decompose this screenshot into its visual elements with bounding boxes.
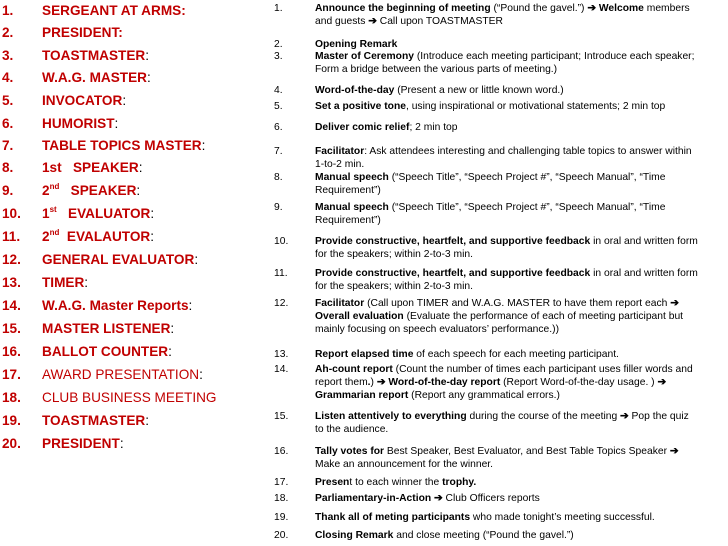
role-name: TIMER:: [42, 275, 89, 290]
duty-line: Requirement”): [315, 215, 381, 226]
duty-line: report them.) ➔ Word-of-the-day report (Report Word-of-the-day usage. ) ➔: [315, 377, 667, 388]
duty-line: Facilitator: Ask attendees interesting and challenging table topics to answer within: [315, 146, 692, 157]
duty-text: [315, 410, 727, 436]
duty-text: [315, 2, 727, 28]
duty-line: mainly focusing on speech evaluators’ performance.)): [315, 324, 560, 335]
role-name: TABLE TOPICS MASTER:: [42, 138, 206, 153]
role-row: [0, 135, 262, 157]
role-row: [0, 90, 262, 112]
role-row: [0, 113, 262, 135]
duty-line: Announce the beginning of meeting (“Pound the gavel.”) ➔ Welcome members: [315, 3, 690, 14]
duty-line: Form a bridge between the various parts of meeting.): [315, 64, 558, 75]
duty-line: for the speakers; within 2-to-3 min.: [315, 281, 473, 292]
duty-number: 4.: [274, 85, 283, 96]
duty-line: Report elapsed time of each speech for each meeting participant.: [315, 349, 619, 360]
role-name: TOASTMASTER:: [42, 48, 149, 63]
duty-number: 6.: [274, 122, 283, 133]
duty-line: Master of Ceremony (Introduce each meeting participant; Introduce each speaker;: [315, 51, 695, 62]
role-name: CLUB BUSINESS MEETING: [42, 390, 217, 405]
role-number: 6.: [2, 116, 14, 131]
duty-text: [315, 100, 727, 113]
duty-text: [315, 84, 727, 97]
duty-line: and guests ➔ Call upon TOASTMASTER: [315, 16, 503, 27]
duty-text: [315, 50, 727, 76]
duty-line: Manual speech (“Speech Title”, “Speech Project #”, “Speech Manual”, “Time: [315, 172, 666, 183]
role-name: 1st SPEAKER:: [42, 160, 143, 175]
duty-text: [315, 511, 727, 524]
duty-text: [315, 348, 727, 361]
role-name: AWARD PRESENTATION:: [42, 367, 203, 382]
duty-text: [315, 363, 727, 402]
role-number: 8.: [2, 160, 14, 175]
role-number: 14.: [2, 298, 21, 313]
arrow-right-icon: ➔: [670, 298, 679, 309]
role-row: [0, 226, 262, 248]
duty-line: Make an announcement for the winner.: [315, 459, 494, 470]
duty-number: 14.: [274, 364, 289, 375]
role-number: 2.: [2, 25, 14, 40]
duty-line: Parliamentary-in-Action ➔ Club Officers reports: [315, 493, 540, 504]
duty-number: 7.: [274, 146, 283, 157]
role-number: 17.: [2, 367, 21, 382]
arrow-right-icon: ➔: [368, 16, 377, 27]
role-number: 12.: [2, 252, 21, 267]
duty-line: 1-to-2 min.: [315, 159, 365, 170]
role-number: 11.: [2, 229, 21, 244]
role-row: [0, 364, 262, 386]
duty-line: Provide constructive, heartfelt, and supportive feedback in oral and written form: [315, 236, 698, 247]
role-number: 10.: [2, 206, 21, 221]
arrow-right-icon: ➔: [620, 411, 629, 422]
role-name: BALLOT COUNTER:: [42, 344, 172, 359]
duty-line: Grammarian report (Report any grammatical errors.): [315, 390, 560, 401]
duty-number: 10.: [274, 236, 289, 247]
role-name: GENERAL EVALUATOR:: [42, 252, 199, 267]
arrow-right-icon: ➔: [434, 493, 443, 504]
role-name: TOASTMASTER:: [42, 413, 149, 428]
duty-text: [315, 145, 727, 171]
arrow-right-icon: ➔: [376, 377, 386, 388]
role-row: [0, 22, 262, 44]
role-number: 20.: [2, 436, 21, 451]
role-name: W.A.G. MASTER:: [42, 70, 151, 85]
role-name: PRESIDENT:: [42, 436, 124, 451]
duty-line: to the audience.: [315, 424, 389, 435]
role-row: [0, 433, 262, 455]
role-number: 19.: [2, 413, 21, 428]
duty-text: [315, 476, 727, 489]
role-number: 5.: [2, 93, 14, 108]
duty-number: 19.: [274, 512, 289, 523]
role-row: [0, 410, 262, 432]
role-number: 13.: [2, 275, 21, 290]
role-row: [0, 0, 262, 22]
role-number: 1.: [2, 3, 14, 18]
duty-number: 5.: [274, 101, 283, 112]
role-row: [0, 67, 262, 89]
role-name: PRESIDENT:: [42, 25, 123, 40]
duty-text: [315, 529, 727, 542]
arrow-right-icon: ➔: [587, 3, 596, 14]
role-row: [0, 295, 262, 317]
role-number: 9.: [2, 183, 14, 198]
role-name: 2nd SPEAKER:: [42, 182, 141, 198]
duty-number: 11.: [274, 268, 288, 279]
duty-text: [315, 297, 727, 336]
duty-line: Opening Remark: [315, 39, 398, 50]
arrow-right-icon: ➔: [657, 377, 667, 388]
role-name: 1st EVALUATOR:: [42, 205, 155, 221]
duty-number: 13.: [274, 349, 289, 360]
role-row: [0, 157, 262, 179]
duty-line: Requirement”): [315, 185, 381, 196]
role-number: 3.: [2, 48, 14, 63]
duty-line: Set a positive tone, using inspirational or motivational statements; 2 min top: [315, 101, 666, 112]
role-name: W.A.G. Master Reports:: [42, 298, 193, 313]
duty-text: [315, 445, 727, 471]
role-number: 18.: [2, 390, 21, 405]
role-name: 2nd EVALAUTOR:: [42, 228, 155, 244]
role-row: [0, 45, 262, 67]
duty-line: Present to each winner the trophy.: [315, 477, 477, 488]
role-number: 15.: [2, 321, 21, 336]
duty-line: Thank all of meting participants who made tonight’s meeting successful.: [315, 512, 655, 523]
role-row: [0, 249, 262, 271]
role-number: 16.: [2, 344, 21, 359]
duty-line: Provide constructive, heartfelt, and supportive feedback in oral and written form: [315, 268, 698, 279]
duty-text: [315, 267, 727, 293]
duty-line: Listen attentively to everything during the course of the meeting ➔ Pop the quiz: [315, 411, 689, 422]
arrow-right-icon: ➔: [669, 446, 679, 457]
duty-text: [315, 171, 727, 197]
duty-line: Closing Remark and close meeting (“Pound the gavel.”): [315, 530, 574, 541]
duty-number: 17.: [274, 477, 289, 488]
duty-line: Deliver comic relief; 2 min top: [315, 122, 458, 133]
duty-text: [315, 121, 727, 134]
duty-line: Tally votes for Best Speaker, Best Evaluator, and Best Table Topics Speaker ➔: [315, 446, 679, 457]
role-row: [0, 341, 262, 363]
duty-number: 2.: [274, 39, 283, 50]
role-name: HUMORIST:: [42, 116, 119, 131]
duty-number: 16.: [274, 446, 289, 457]
role-row: [0, 318, 262, 340]
duty-line: Word-of-the-day (Present a new or little known word.): [315, 85, 564, 96]
duty-text: [315, 492, 727, 505]
role-number: 7.: [2, 138, 14, 153]
duty-number: 1.: [274, 3, 283, 14]
duty-number: 20.: [274, 530, 289, 541]
duty-line: Manual speech (“Speech Title”, “Speech Project #”, “Speech Manual”, “Time: [315, 202, 666, 213]
role-number: 4.: [2, 70, 14, 85]
duty-text: [315, 201, 727, 227]
role-name: SERGEANT AT ARMS:: [42, 3, 186, 18]
duty-number: 8.: [274, 172, 283, 183]
role-name: INVOCATOR:: [42, 93, 127, 108]
duty-number: 9.: [274, 202, 283, 213]
role-row: [0, 180, 262, 202]
duty-number: 3.: [274, 51, 283, 62]
role-name: MASTER LISTENER:: [42, 321, 175, 336]
role-row: [0, 387, 262, 409]
duty-number: 12.: [274, 298, 289, 309]
duty-line: Overall evaluation (Evaluate the performance of each of meeting participant but: [315, 311, 684, 322]
duty-line: Facilitator (Call upon TIMER and W.A.G. MASTER to have them report each ➔: [315, 298, 679, 309]
role-row: [0, 203, 262, 225]
duty-line: Ah-count report (Count the number of times each participant uses filler words and: [315, 364, 693, 375]
duty-line: for the speakers; within 2-to-3 min.: [315, 249, 473, 260]
duty-number: 15.: [274, 411, 289, 422]
duty-number: 18.: [274, 493, 289, 504]
role-row: [0, 272, 262, 294]
duty-text: [315, 235, 727, 261]
